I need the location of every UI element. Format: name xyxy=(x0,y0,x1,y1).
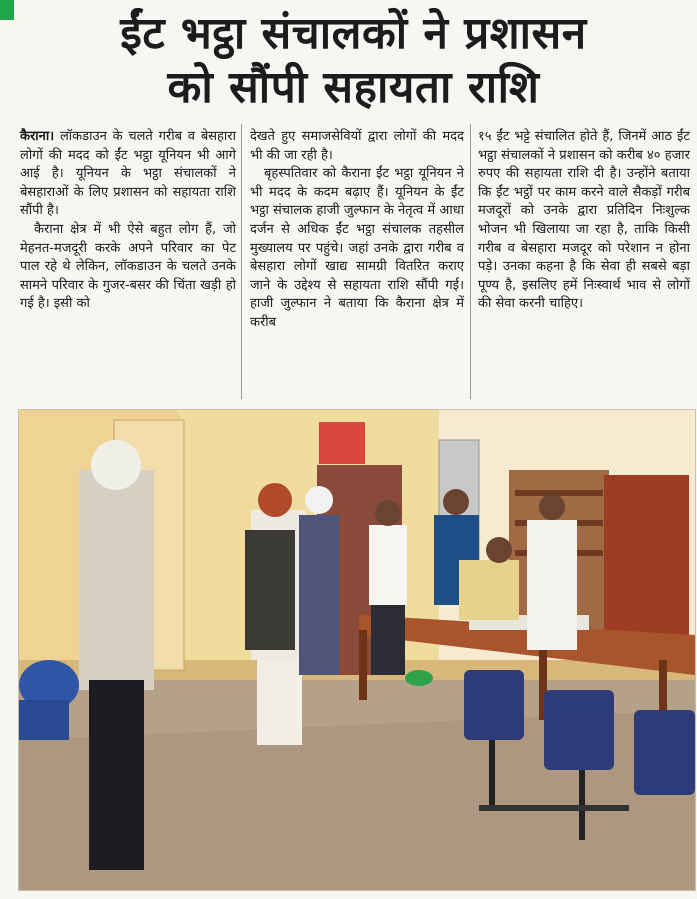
article-paragraph xyxy=(20,128,236,221)
photo-illustration xyxy=(19,410,695,890)
dateline: कैराना। xyxy=(20,129,55,144)
article-paragraph: बृहस्पतिवार को कैराना ईंट भट्ठा यूनियन ने भी मदद के कदम बढ़ाए हैं। यूनियन के ईंट भट्ठा संचालक हाजी जुल्फान के नेतृत्व में आधा दर्जन से अधिक ईंट भट्ठा संचालक तहसील मुख्यालय पर पहुंचे। जहां उनके द्वारा गरीब व बेसहारा लोगों खाद्य सामग्री वितरित कराए जाने के उद्देश्य से सहायता राशि सौंपी गई। हाजी जुल्फान ने बताया कि कैराना क्षेत्र में करीब xyxy=(250,166,464,330)
paragraph-text: लॉकडाउन के चलते गरीब व बेसहारा लोगों की मदद को ईंट भट्ठा यूनियन भी आगे आई है। यूनियन के भट्ठा संचालकों ने बेसहाराओं के लिए प्रशासन को सहायता राशि सौंपी है। xyxy=(20,129,236,219)
article-column-1 xyxy=(20,128,236,314)
article-paragraph: कैराना क्षेत्र में भी ऐसे बहुत लोग हैं, जो मेहनत-मजदूरी करके अपने परिवार का पेट पाल रहे थे लेकिन, लॉकडाउन के चलते उनके सामने परिवार के गुजर-बसर की चिंता खड़ी हो गई है। इसी को xyxy=(20,221,236,312)
column-divider xyxy=(470,124,471,399)
article-column-2 xyxy=(250,128,464,333)
accent-strip xyxy=(0,0,14,20)
headline-line-2: को सौंपी सहायता राशि xyxy=(167,62,540,113)
column-divider xyxy=(241,124,242,399)
article-column-3 xyxy=(478,128,690,314)
article-paragraph: देखते हुए समाजसेवियों द्वारा लोगों की मदद भी की जा रही है। xyxy=(250,129,464,163)
headline-line-1: ईंट भट्ठा संचालकों ने प्रशासन xyxy=(120,8,587,59)
news-photo xyxy=(18,409,696,891)
article-paragraph: १५ ईंट भट्टे संचालित होते हैं, जिनमें आठ ईंट भट्ठा संचालकों ने प्रशासन को करीब ४० हजार रुपए की सहायता राशि दी है। उन्होंने बताया कि ईंट भट्ठों पर काम करने वाले सैकड़ों गरीब मजदूरों को उनके द्वारा प्रतिदिन निःशुल्क भोजन भी खिलाया जा रहा है, ताकि किसी गरीब व बेसहारा मजदूर को परेशान न होना पड़े। उनका कहना है कि सेवा ही सबसे बड़ा पूण्य है, इसलिए हमें निःस्वार्थ भाव से लोगों की सेवा करनी चाहिए। xyxy=(478,129,690,312)
